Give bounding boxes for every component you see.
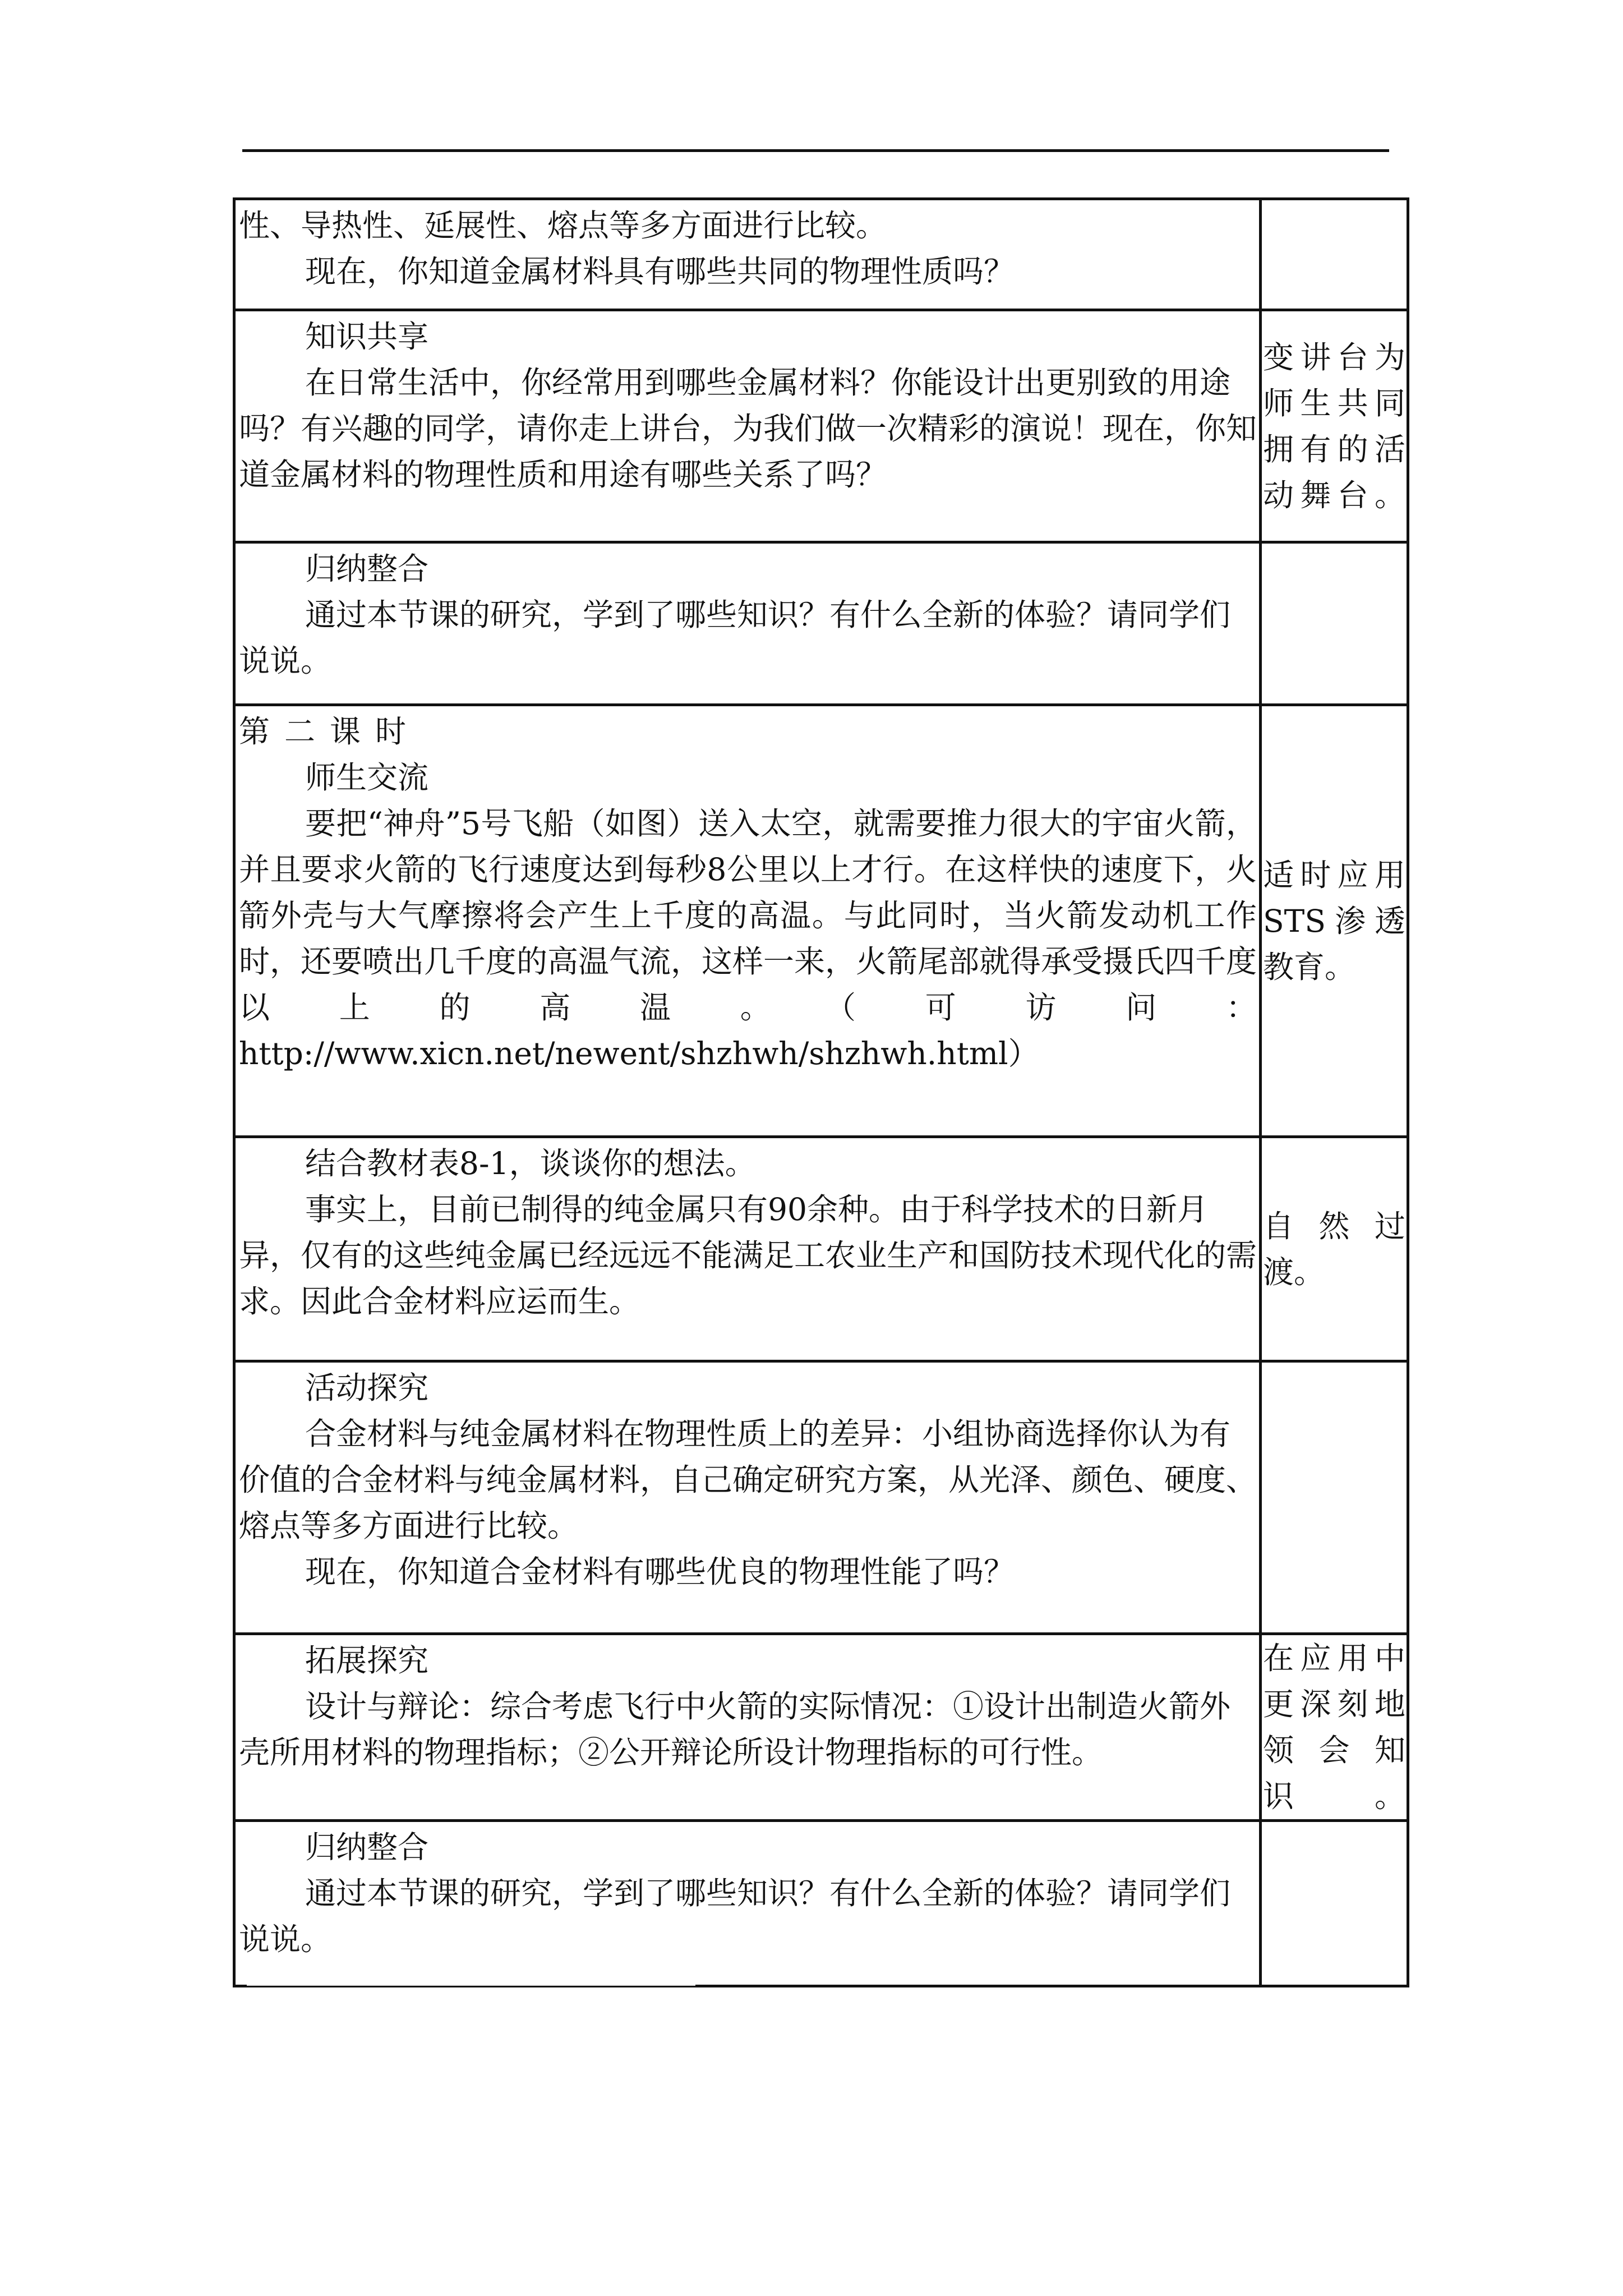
paragraph: 结合教材表8-1，谈谈你的想法。 bbox=[305, 1145, 756, 1181]
note-cell: 适时应用STS渗透教育。 bbox=[1261, 705, 1408, 1137]
table-row bbox=[234, 542, 1408, 705]
paragraph: 现在，你知道金属材料具有哪些共同的物理性质吗？ bbox=[305, 254, 1015, 289]
paragraph: 要把“神舟”5号飞船（如图）送入太空，就需要推力很大的宇宙火箭，并且要求火箭的飞行速度达到每秒8公里以上才行。在这样快的速度下，火箭外壳与大气摩擦将会产生上千度的高温。与此同时，当火箭发动机工作时，还要喷出几千度的高温气流，这样一来，火箭尾部就得承受摄氏四千度以上的高温。（可访问： bbox=[239, 806, 1257, 1025]
content-cell bbox=[234, 1634, 1261, 1821]
section-heading: 活动探究 bbox=[305, 1370, 429, 1406]
section-heading: 知识共享 bbox=[305, 319, 429, 355]
section-heading: 归纳整合 bbox=[305, 1829, 429, 1865]
section-heading: 归纳整合 bbox=[305, 551, 429, 587]
table-row bbox=[234, 1137, 1408, 1361]
note-cell: 变讲台为师生共同拥有的活动舞台。 bbox=[1261, 310, 1408, 542]
content-cell bbox=[234, 1821, 1261, 1986]
paragraph: 通过本节课的研究，学到了哪些知识？有什么全新的体验？请同学们说说。 bbox=[239, 597, 1231, 679]
paragraph: 合金材料与纯金属材料在物理性质上的差异：小组协商选择你认为有价值的合金材料与纯金属材料，自己确定研究方案，从光泽、颜色、硬度、熔点等多方面进行比较。 bbox=[239, 1416, 1257, 1544]
content-cell bbox=[234, 1361, 1261, 1634]
note-cell: 自然过渡。 bbox=[1261, 1137, 1408, 1361]
note-cell bbox=[1261, 199, 1408, 310]
table-row bbox=[234, 1634, 1408, 1821]
table-row bbox=[234, 705, 1408, 1137]
note-cell: 在应用中更深刻地领会知识。 bbox=[1261, 1634, 1408, 1821]
section-heading: 拓展探究 bbox=[305, 1642, 429, 1678]
content-cell bbox=[234, 1137, 1261, 1361]
paragraph: 现在，你知道合金材料有哪些优良的物理性能了吗？ bbox=[305, 1554, 1015, 1590]
table-row bbox=[234, 1361, 1408, 1634]
note-cell bbox=[1261, 1821, 1408, 1986]
lesson-period-title: 第二课时 bbox=[239, 714, 421, 749]
note-cell bbox=[1261, 542, 1408, 705]
note-cell bbox=[1261, 1361, 1408, 1634]
paragraph: 在日常生活中，你经常用到哪些金属材料？你能设计出更别致的用途吗？有兴趣的同学，请你走上讲台，为我们做一次精彩的演说！现在，你知道金属材料的物理性质和用途有哪些关系了吗？ bbox=[239, 365, 1257, 493]
content-cell bbox=[234, 705, 1261, 1137]
section-heading: 师生交流 bbox=[305, 760, 429, 795]
paragraph: 性、导热性、延展性、熔点等多方面进行比较。 bbox=[239, 208, 887, 243]
table-row bbox=[234, 199, 1408, 310]
paragraph: 事实上，目前已制得的纯金属只有90余种。由于科学技术的日新月异，仅有的这些纯金属已经远远不能满足工农业生产和国防技术现代化的需求。因此合金材料应运而生。 bbox=[239, 1191, 1257, 1319]
paragraph: 设计与辩论：综合考虑飞行中火箭的实际情况：①设计出制造火箭外壳所用材料的物理指标；②公开辩论所设计物理指标的可行性。 bbox=[239, 1688, 1231, 1770]
content-cell bbox=[234, 199, 1261, 310]
table-row bbox=[234, 1821, 1408, 1986]
reference-url: http://www.xicn.net/newent/shzhwh/shzhwh.html） bbox=[239, 1036, 1039, 1071]
content-cell bbox=[234, 310, 1261, 542]
table-row bbox=[234, 310, 1408, 542]
content-cell bbox=[234, 542, 1261, 705]
header-rule bbox=[242, 149, 1389, 152]
paragraph: 通过本节课的研究，学到了哪些知识？有什么全新的体验？请同学们说说。 bbox=[239, 1875, 1231, 1957]
lesson-plan-table bbox=[233, 197, 1409, 1987]
footer-rule bbox=[247, 1985, 695, 1986]
